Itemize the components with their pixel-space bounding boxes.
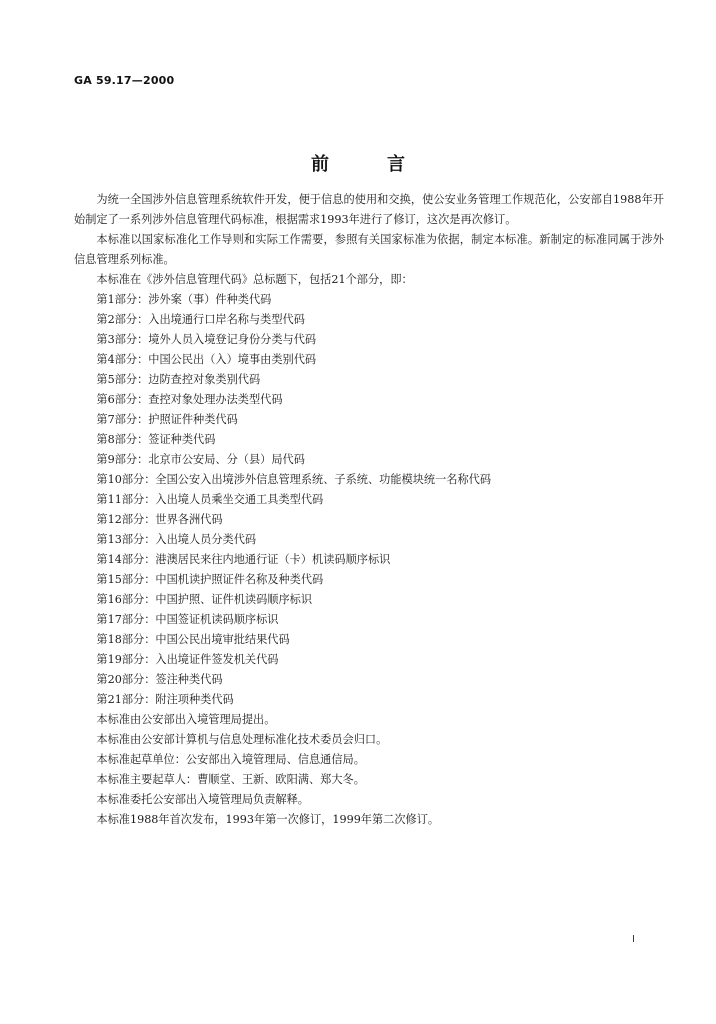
part-item: 第4部分：中国公民出（入）境事由类别代码: [96, 353, 317, 366]
part-item: 第1部分：涉外案（事）件种类代码: [96, 293, 272, 306]
part-item: 第7部分：护照证件种类代码: [96, 413, 238, 426]
part-item: 第18部分：中国公民出境审批结果代码: [96, 633, 290, 646]
part-item: 第19部分：入出境证件签发机关代码: [96, 653, 279, 666]
part-item: 第9部分：北京市公安局、分（县）局代码: [96, 453, 305, 466]
title-char-1: 前: [311, 154, 329, 175]
page-number: I: [632, 934, 635, 945]
part-item: 第6部分：查控对象处理办法类型代码: [96, 393, 283, 406]
part-item: 第12部分：世界各洲代码: [96, 513, 223, 526]
closing-list: [74, 710, 664, 830]
part-item: 第21部分：附注项种类代码: [96, 693, 234, 706]
part-item: 第5部分：边防查控对象类别代码: [96, 373, 261, 386]
closing-statement: 本标准起草单位：公安部出入境管理局、信息通信局。: [96, 753, 365, 766]
part-item: 第3部分：境外人员入境登记身份分类与代码: [96, 333, 317, 346]
closing-statement: 本标准主要起草人：曹顺堂、王新、欧阳满、郑大冬。: [96, 773, 365, 786]
foreword-body: [74, 190, 664, 830]
parts-intro: 本标准在《涉外信息管理代码》总标题下，包括21个部分，即：: [96, 273, 413, 286]
part-item: 第13部分：入出境人员分类代码: [96, 533, 257, 546]
closing-statement: 本标准委托公安部出入境管理局负责解释。: [96, 793, 309, 806]
paragraph-basis: 本标准以国家标准化工作导则和实际工作需要，参照有关国家标准为依据，制定本标准。新制定的标准同属于涉外信息管理系列标准。: [74, 233, 664, 266]
closing-statement: 本标准由公安部计算机与信息处理标准化技术委员会归口。: [96, 733, 388, 746]
paragraph-purpose: 为统一全国涉外信息管理系统软件开发，便于信息的使用和交换，使公安业务管理工作规范化，公安部自1988年开始制定了一系列涉外信息管理代码标准，根据需求1993年进行了修订，这次是再次修订。: [74, 193, 664, 226]
title-char-2: 言: [387, 154, 405, 175]
part-item: 第14部分：港澳居民来往内地通行证（卡）机读码顺序标识: [96, 553, 391, 566]
part-item: 第11部分：入出境人员乘坐交通工具类型代码: [96, 493, 324, 506]
part-item: 第8部分：签证种类代码: [96, 433, 216, 446]
parts-list: [74, 290, 664, 710]
closing-statement: 本标准由公安部出入境管理局提出。: [96, 713, 276, 726]
part-item: 第20部分：签注种类代码: [96, 673, 223, 686]
part-item: 第15部分：中国机读护照证件名称及种类代码: [96, 573, 324, 586]
part-item: 第2部分：入出境通行口岸名称与类型代码: [96, 313, 305, 326]
page-title: [0, 150, 716, 176]
part-item: 第10部分：全国公安入出境涉外信息管理系统、子系统、功能模块统一名称代码: [96, 473, 492, 486]
closing-statement: 本标准1988年首次发布，1993年第一次修订，1999年第二次修订。: [96, 813, 440, 826]
part-item: 第16部分：中国护照、证件机读码顺序标识: [96, 593, 313, 606]
part-item: 第17部分：中国签证机读码顺序标识: [96, 613, 279, 626]
standard-code: GA 59.17—2000: [74, 74, 175, 87]
